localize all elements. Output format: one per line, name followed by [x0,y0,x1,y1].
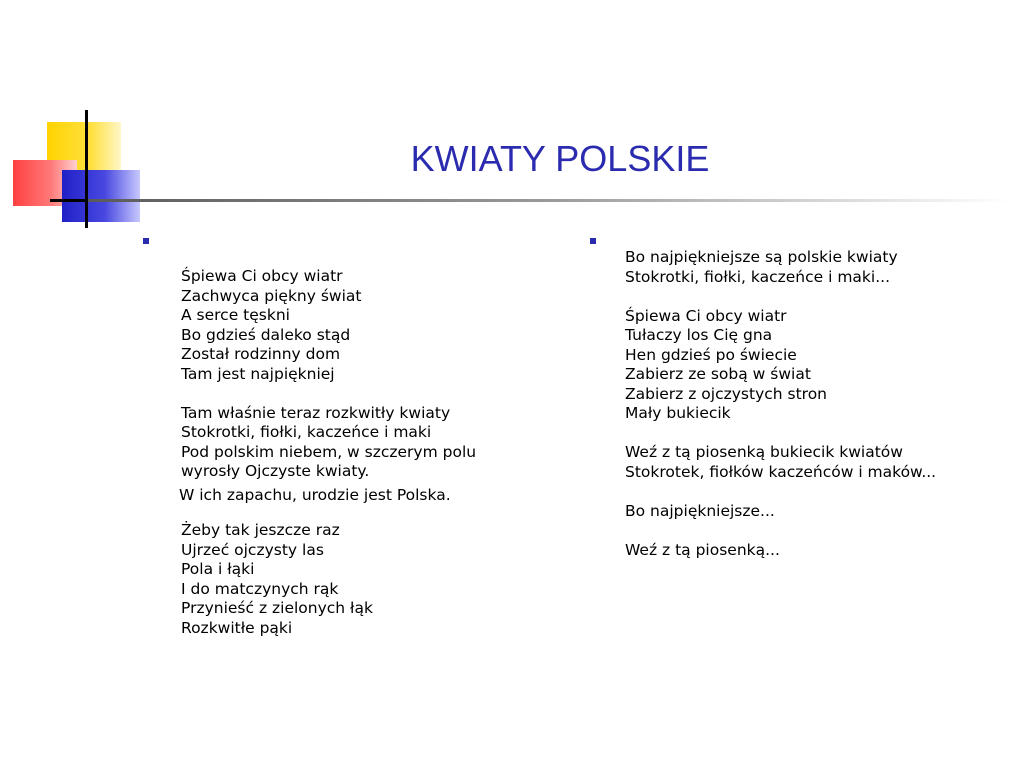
lyric-line: Stokrotki, fiołki, kaczeńce i maki [181,423,432,441]
lyric-line: Śpiewa Ci obcy wiatr [625,306,787,325]
lyrics-left-column [181,267,561,638]
bullet-marker-right [590,238,596,244]
lyrics-right-column [625,248,1015,560]
lyric-line: Bo gdzieś daleko stąd [181,325,351,344]
lyric-line: Tam jest najpiękniej [181,364,335,383]
lyric-line: Zachwyca piękny świat [181,286,362,305]
lyric-line: Stokrotki, fiołki, kaczeńce i maki... [625,267,890,286]
lyric-line: wyrosły Ojczyste kwiaty. [181,462,370,480]
bullet-marker-left [143,238,149,244]
lyric-line: Stokrotek, fiołków kaczeńców i maków... [625,462,937,481]
lyric-line: Bo najpiękniejsze są polskie kwiaty [625,248,898,266]
logo-blue-square [62,170,140,222]
lyric-line: W ich zapachu, urodzie jest Polska. [179,485,451,504]
lyric-line: Przynieść z zielonych łąk [181,599,373,617]
lyric-line: Rozkwitłe pąki [181,618,293,637]
lyric-line: Weź z tą piosenką bukiecik kwiatów [625,443,903,461]
lyric-line: Pola i łąki [181,560,255,578]
title-divider [88,199,1010,202]
lyric-line: Śpiewa Ci obcy wiatr [181,267,343,285]
slide-logo-decoration [0,0,160,240]
lyric-line: Został rodzinny dom [181,345,341,363]
lyric-line: Żeby tak jeszcze raz [181,521,340,539]
lyric-line: Zabierz ze sobą w świat [625,365,811,383]
lyric-line: Tułaczy los Cię gna [625,326,773,344]
lyric-line: A serce tęskni [181,306,290,324]
lyric-line: Weź z tą piosenką... [625,540,780,559]
lyric-line: Bo najpiękniejsze... [625,501,775,520]
lyric-line: Tam właśnie teraz rozkwitły kwiaty [181,403,451,422]
lyric-line: Mały bukiecik [625,404,731,422]
lyric-line: I do matczynych rąk [181,579,339,598]
logo-vertical-line [85,110,88,228]
lyric-line: Ujrzeć ojczysty las [181,540,324,559]
lyric-line: Pod polskim niebem, w szczerym polu [181,442,477,461]
slide-title: KWIATY POLSKIE [410,138,710,179]
lyric-line: Hen gdzieś po świecie [625,345,797,364]
lyric-line: Zabierz z ojczystych stron [625,384,828,403]
